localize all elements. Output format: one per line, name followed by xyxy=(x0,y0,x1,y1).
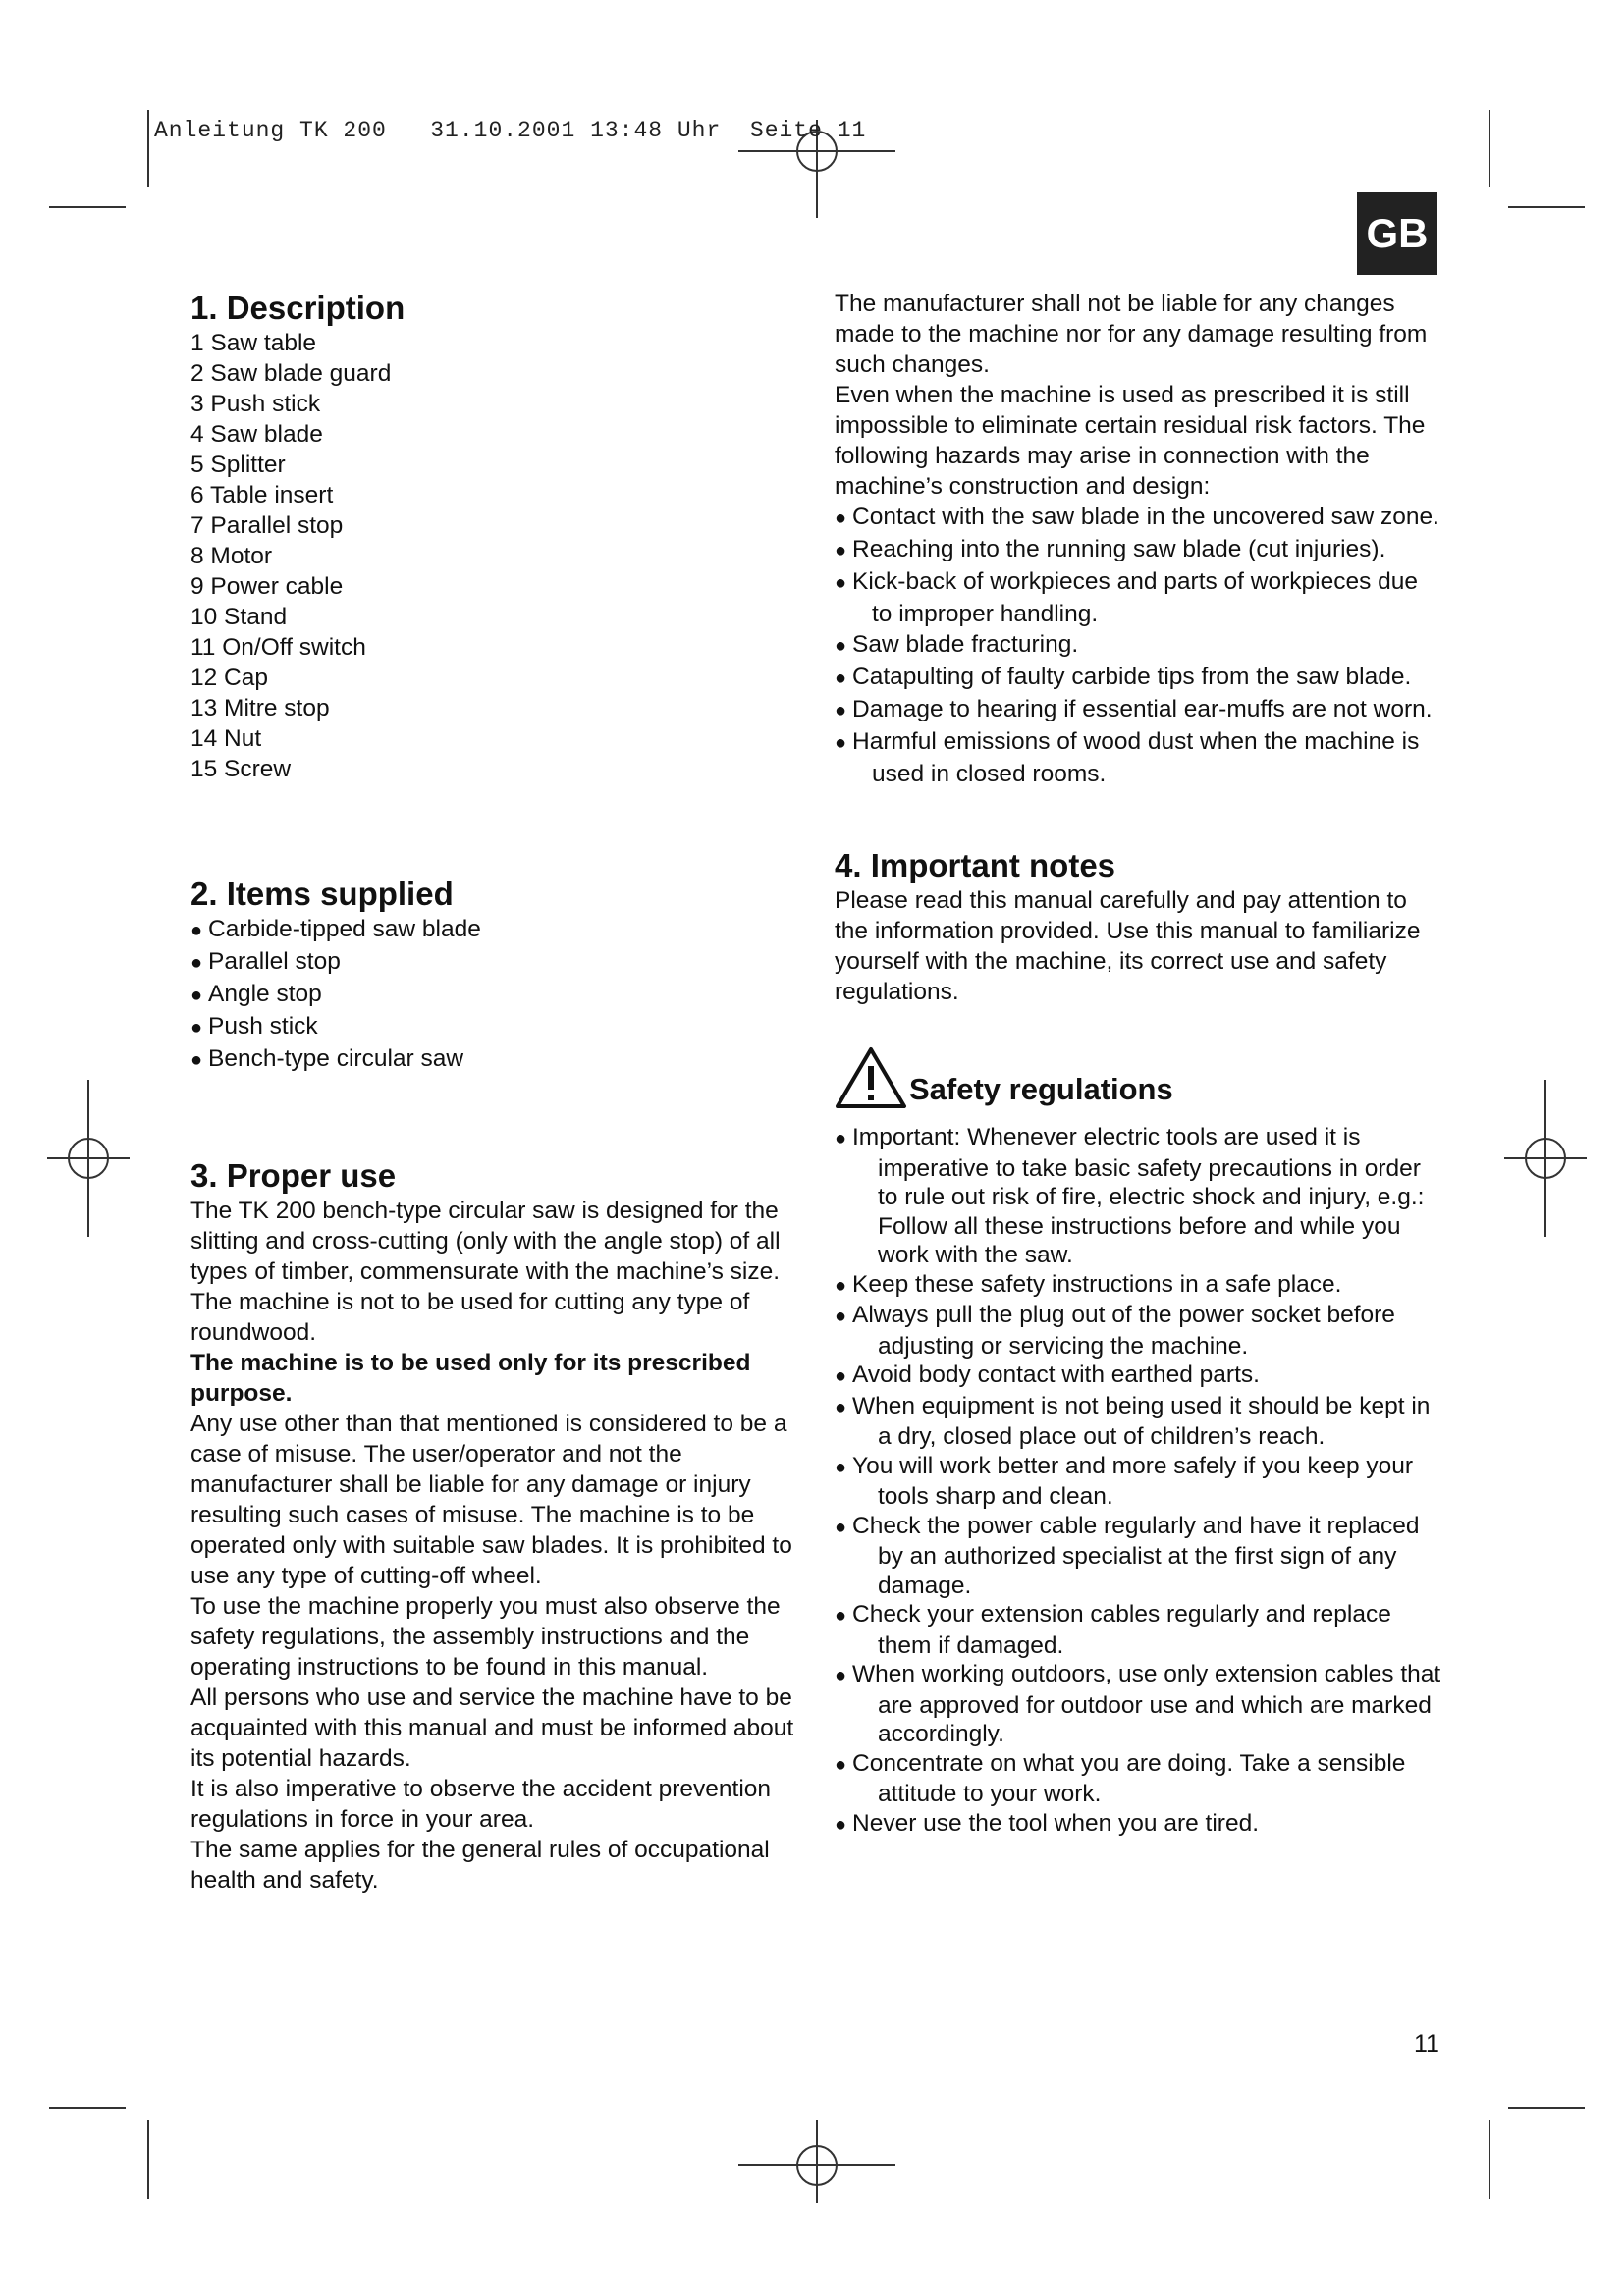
list-item: ● When working outdoors, use only extension cables that are approved for outdoor use and which are marked accordingly. xyxy=(835,1660,1443,1749)
list-item: ● Important: Whenever electric tools are used it is imperative to take basic safety precautions in order to rule out risk of fire, electric shock and injury, e.g.: Follow all these instructions before and while you work with the saw. xyxy=(835,1123,1443,1270)
parts-list xyxy=(190,328,799,784)
hazards-list xyxy=(835,502,1443,789)
registration-mark-right xyxy=(1504,1080,1587,1237)
list-item: 10 Stand xyxy=(190,604,288,630)
crop-mark xyxy=(49,2107,126,2109)
list-item: 7 Parallel stop xyxy=(190,512,344,539)
list-item: ● You will work better and more safely if you keep your tools sharp and clean. xyxy=(835,1452,1443,1512)
list-item: 15 Screw xyxy=(190,756,292,782)
proper-use-paragraph: It is also imperative to observe the accident prevention regulations in force in your area. xyxy=(190,1776,772,1833)
list-item: ● Always pull the plug out of the power socket before adjusting or servicing the machine. xyxy=(835,1301,1443,1361)
list-item: ● Kick-back of workpieces and parts of workpieces due to improper handling. xyxy=(835,566,1443,629)
list-item: 11 On/Off switch xyxy=(190,634,366,661)
list-item: ● Angle stop xyxy=(190,979,799,1011)
list-item: ● Push stick xyxy=(190,1011,799,1043)
list-item: ● Contact with the saw blade in the uncovered saw zone. xyxy=(835,502,1443,534)
list-item: ● Reaching into the running saw blade (cut injuries). xyxy=(835,534,1443,566)
proper-use-paragraph: The TK 200 bench-type circular saw is designed for the slitting and cross-cutting (only with the angle stop) of all types of timber, commensurate with the machine’s size. xyxy=(190,1198,781,1285)
proper-use-paragraph: To use the machine properly you must also observe the safety regulations, the assembly instructions and the operating instructions to be found in this manual. xyxy=(190,1593,781,1681)
liability-paragraph: The manufacturer shall not be liable for any changes made to the machine nor for any damage resulting from such changes. xyxy=(835,291,1428,378)
list-item: ● Avoid body contact with earthed parts. xyxy=(835,1361,1443,1392)
list-item: ● Carbide-tipped saw blade xyxy=(190,914,799,946)
list-item: ● Harmful emissions of wood dust when the machine is used in closed rooms. xyxy=(835,726,1443,789)
registration-mark-left xyxy=(47,1080,130,1237)
list-item: ● Check your extension cables regularly and replace them if damaged. xyxy=(835,1600,1443,1660)
proper-use-paragraph: The same applies for the general rules of occupational health and safety. xyxy=(190,1837,770,1894)
crop-mark xyxy=(49,206,126,208)
crop-mark xyxy=(1489,110,1490,187)
list-item: 3 Push stick xyxy=(190,391,321,417)
safety-heading-row xyxy=(835,1046,1443,1109)
proper-use-heading: 3. Proper use xyxy=(190,1157,397,1194)
safety-list xyxy=(835,1123,1443,1840)
list-item: 12 Cap xyxy=(190,665,269,691)
items-supplied-list xyxy=(190,914,799,1076)
list-item: ● Keep these safety instructions in a safe place. xyxy=(835,1270,1443,1302)
proper-use-emphasis: The machine is to be used only for its prescribed purpose. xyxy=(190,1350,751,1407)
list-item: 5 Splitter xyxy=(190,452,286,478)
list-item: ● Concentrate on what you are doing. Take a sensible attitude to your work. xyxy=(835,1749,1443,1809)
crop-mark xyxy=(147,110,149,187)
list-item: ● Check the power cable regularly and have it replaced by an authorized specialist at the first sign of any damage. xyxy=(835,1512,1443,1601)
list-item: 8 Motor xyxy=(190,543,273,569)
residual-risk-paragraph: Even when the machine is used as prescribed it is still impossible to eliminate certain residual risk factors. The following hazards may arise in connection with the machine’s construction and design: xyxy=(835,382,1426,500)
list-item: ● Parallel stop xyxy=(190,946,799,979)
description-heading: 1. Description xyxy=(190,290,406,326)
list-item: 6 Table insert xyxy=(190,482,334,508)
page-number: 11 xyxy=(1414,2030,1439,2057)
print-slug: Anleitung TK 200 31.10.2001 13:48 Uhr Seite 11 xyxy=(154,118,867,143)
language-badge: GB xyxy=(1357,192,1437,275)
proper-use-paragraph: The machine is not to be used for cutting any type of roundwood. xyxy=(190,1289,750,1346)
list-item: ● Catapulting of faulty carbide tips from the saw blade. xyxy=(835,662,1443,694)
list-item: ● Never use the tool when you are tired. xyxy=(835,1809,1443,1841)
important-notes-text: Please read this manual carefully and pay attention to the information provided. Use this manual to familiarize yourself with the machine, its correct use and safety regulations. xyxy=(835,887,1421,1005)
registration-mark-bottom xyxy=(738,2120,895,2209)
list-item: ● Bench-type circular saw xyxy=(190,1043,799,1076)
crop-mark xyxy=(1489,2120,1490,2199)
list-item: ● Saw blade fracturing. xyxy=(835,629,1443,662)
list-item: 9 Power cable xyxy=(190,573,344,600)
important-notes-heading: 4. Important notes xyxy=(835,847,1116,883)
crop-mark xyxy=(147,2120,149,2199)
list-item: 1 Saw table xyxy=(190,330,317,356)
left-column xyxy=(190,289,799,1896)
list-item: ● When equipment is not being used it should be kept in a dry, closed place out of children’s reach. xyxy=(835,1392,1443,1452)
list-item: 13 Mitre stop xyxy=(190,695,330,721)
right-column xyxy=(835,289,1443,1840)
list-item: 4 Saw blade xyxy=(190,421,323,448)
items-supplied-heading: 2. Items supplied xyxy=(190,876,454,912)
list-item: ● Damage to hearing if essential ear-muffs are not worn. xyxy=(835,694,1443,726)
proper-use-paragraph: All persons who use and service the machine have to be acquainted with this manual and must be informed about its potential hazards. xyxy=(190,1684,794,1772)
proper-use-paragraph: Any use other than that mentioned is considered to be a case of misuse. The user/operator and not the manufacturer shall be liable for any damage or injury resulting such cases of misuse. The machine is to be operated only with suitable saw blades. It is prohibited to use any type of cutting-off wheel. xyxy=(190,1411,792,1589)
list-item: 14 Nut xyxy=(190,725,262,752)
warning-triangle-icon xyxy=(835,1046,907,1109)
crop-mark xyxy=(1508,206,1585,208)
crop-mark xyxy=(1508,2107,1585,2109)
list-item: 2 Saw blade guard xyxy=(190,360,392,387)
safety-heading: Safety regulations xyxy=(909,1072,1173,1106)
